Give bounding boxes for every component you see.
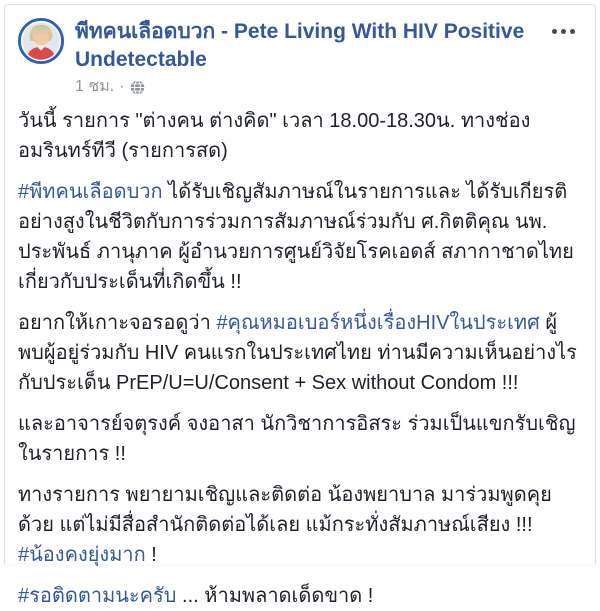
post-text: ได้รับเชิญสัมภาษณ์ในรายการและ ได้รับเกียรติอย่างสูงในชีวิตกับการร่วมการสัมภาษณ์ร่วมกับ ศ.กิตติคุณ นพ. ประพันธ์ ภานุภาค ผู้อำนวยการศูนย์วิจัยโรคเอดส์ สภากาชาดไทย เกี่ยวกับประเด็นที่เกิดขึ้น !! [18,181,574,293]
post-header-text [75,18,543,97]
hashtag-link[interactable]: #รอติดตามนะครับ [18,585,177,607]
post-meta [75,77,543,97]
post-paragraph [18,480,581,570]
post-paragraph [18,308,581,398]
post-text: ... ห้ามพลาดเด็ดขาด ! [176,585,374,607]
post-header [5,5,595,97]
hashtag-link[interactable]: #คุณหมอเบอร์หนึ่งเรื่องHIVในประเทศ [216,312,540,334]
hashtag-link[interactable]: #พีทคนเลือดบวก [18,181,163,203]
dot-icon [570,29,575,34]
post-paragraph [18,106,581,166]
post-body [5,97,595,611]
avatar[interactable] [18,18,64,64]
post-paragraph [18,581,581,611]
hashtag-link[interactable]: #น้องคงยุ่งมาก [18,544,146,566]
timestamp-link[interactable]: 1 ชม. [75,78,115,95]
dot-icon [552,29,557,34]
post-text: ! [145,544,157,566]
post-paragraph [18,409,581,469]
dot-icon [561,29,566,34]
more-options-button[interactable] [550,23,577,40]
avatar-image [18,18,64,64]
post-text: และอาจารย์จตุรงค์ จงอาสา นักวิชาการอิสระ ร่วมเป็นแขกรับเชิญในรายการ !! [18,413,576,465]
post-paragraph [18,177,581,297]
post-text: วันนี้ รายการ "ต่างคน ต่างคิด" เวลา 18.00-18.30น. ทางช่อง อมรินทร์ทีวี (รายการสด) [18,110,531,162]
meta-separator: · [119,78,125,95]
facebook-post-card [4,4,596,607]
post-text: ผู้พบผู้อยู่ร่วมกับ HIV คนแรกในประเทศไทย ท่านมีความเห็นอย่างไร กับประเด็น PrEP/U=U/Consent + Sex without Condom !!! [18,312,577,394]
post-text: ทางรายการ พยายามเชิญและติดต่อ น้องพยาบาล มาร่วมพูดคุยด้วย แต่ไม่มีสื่อสำนักติดต่อได้เลย แม้กระทั่งสัมภาษณ์เสียง !!! [18,484,552,536]
privacy-globe-icon [130,80,145,95]
post-text: อยากให้เกาะจอรอดูว่า [18,312,217,334]
page-name-link[interactable]: พีทคนเลือดบวก - Pete Living With HIV Positive Undetectable [75,20,525,71]
